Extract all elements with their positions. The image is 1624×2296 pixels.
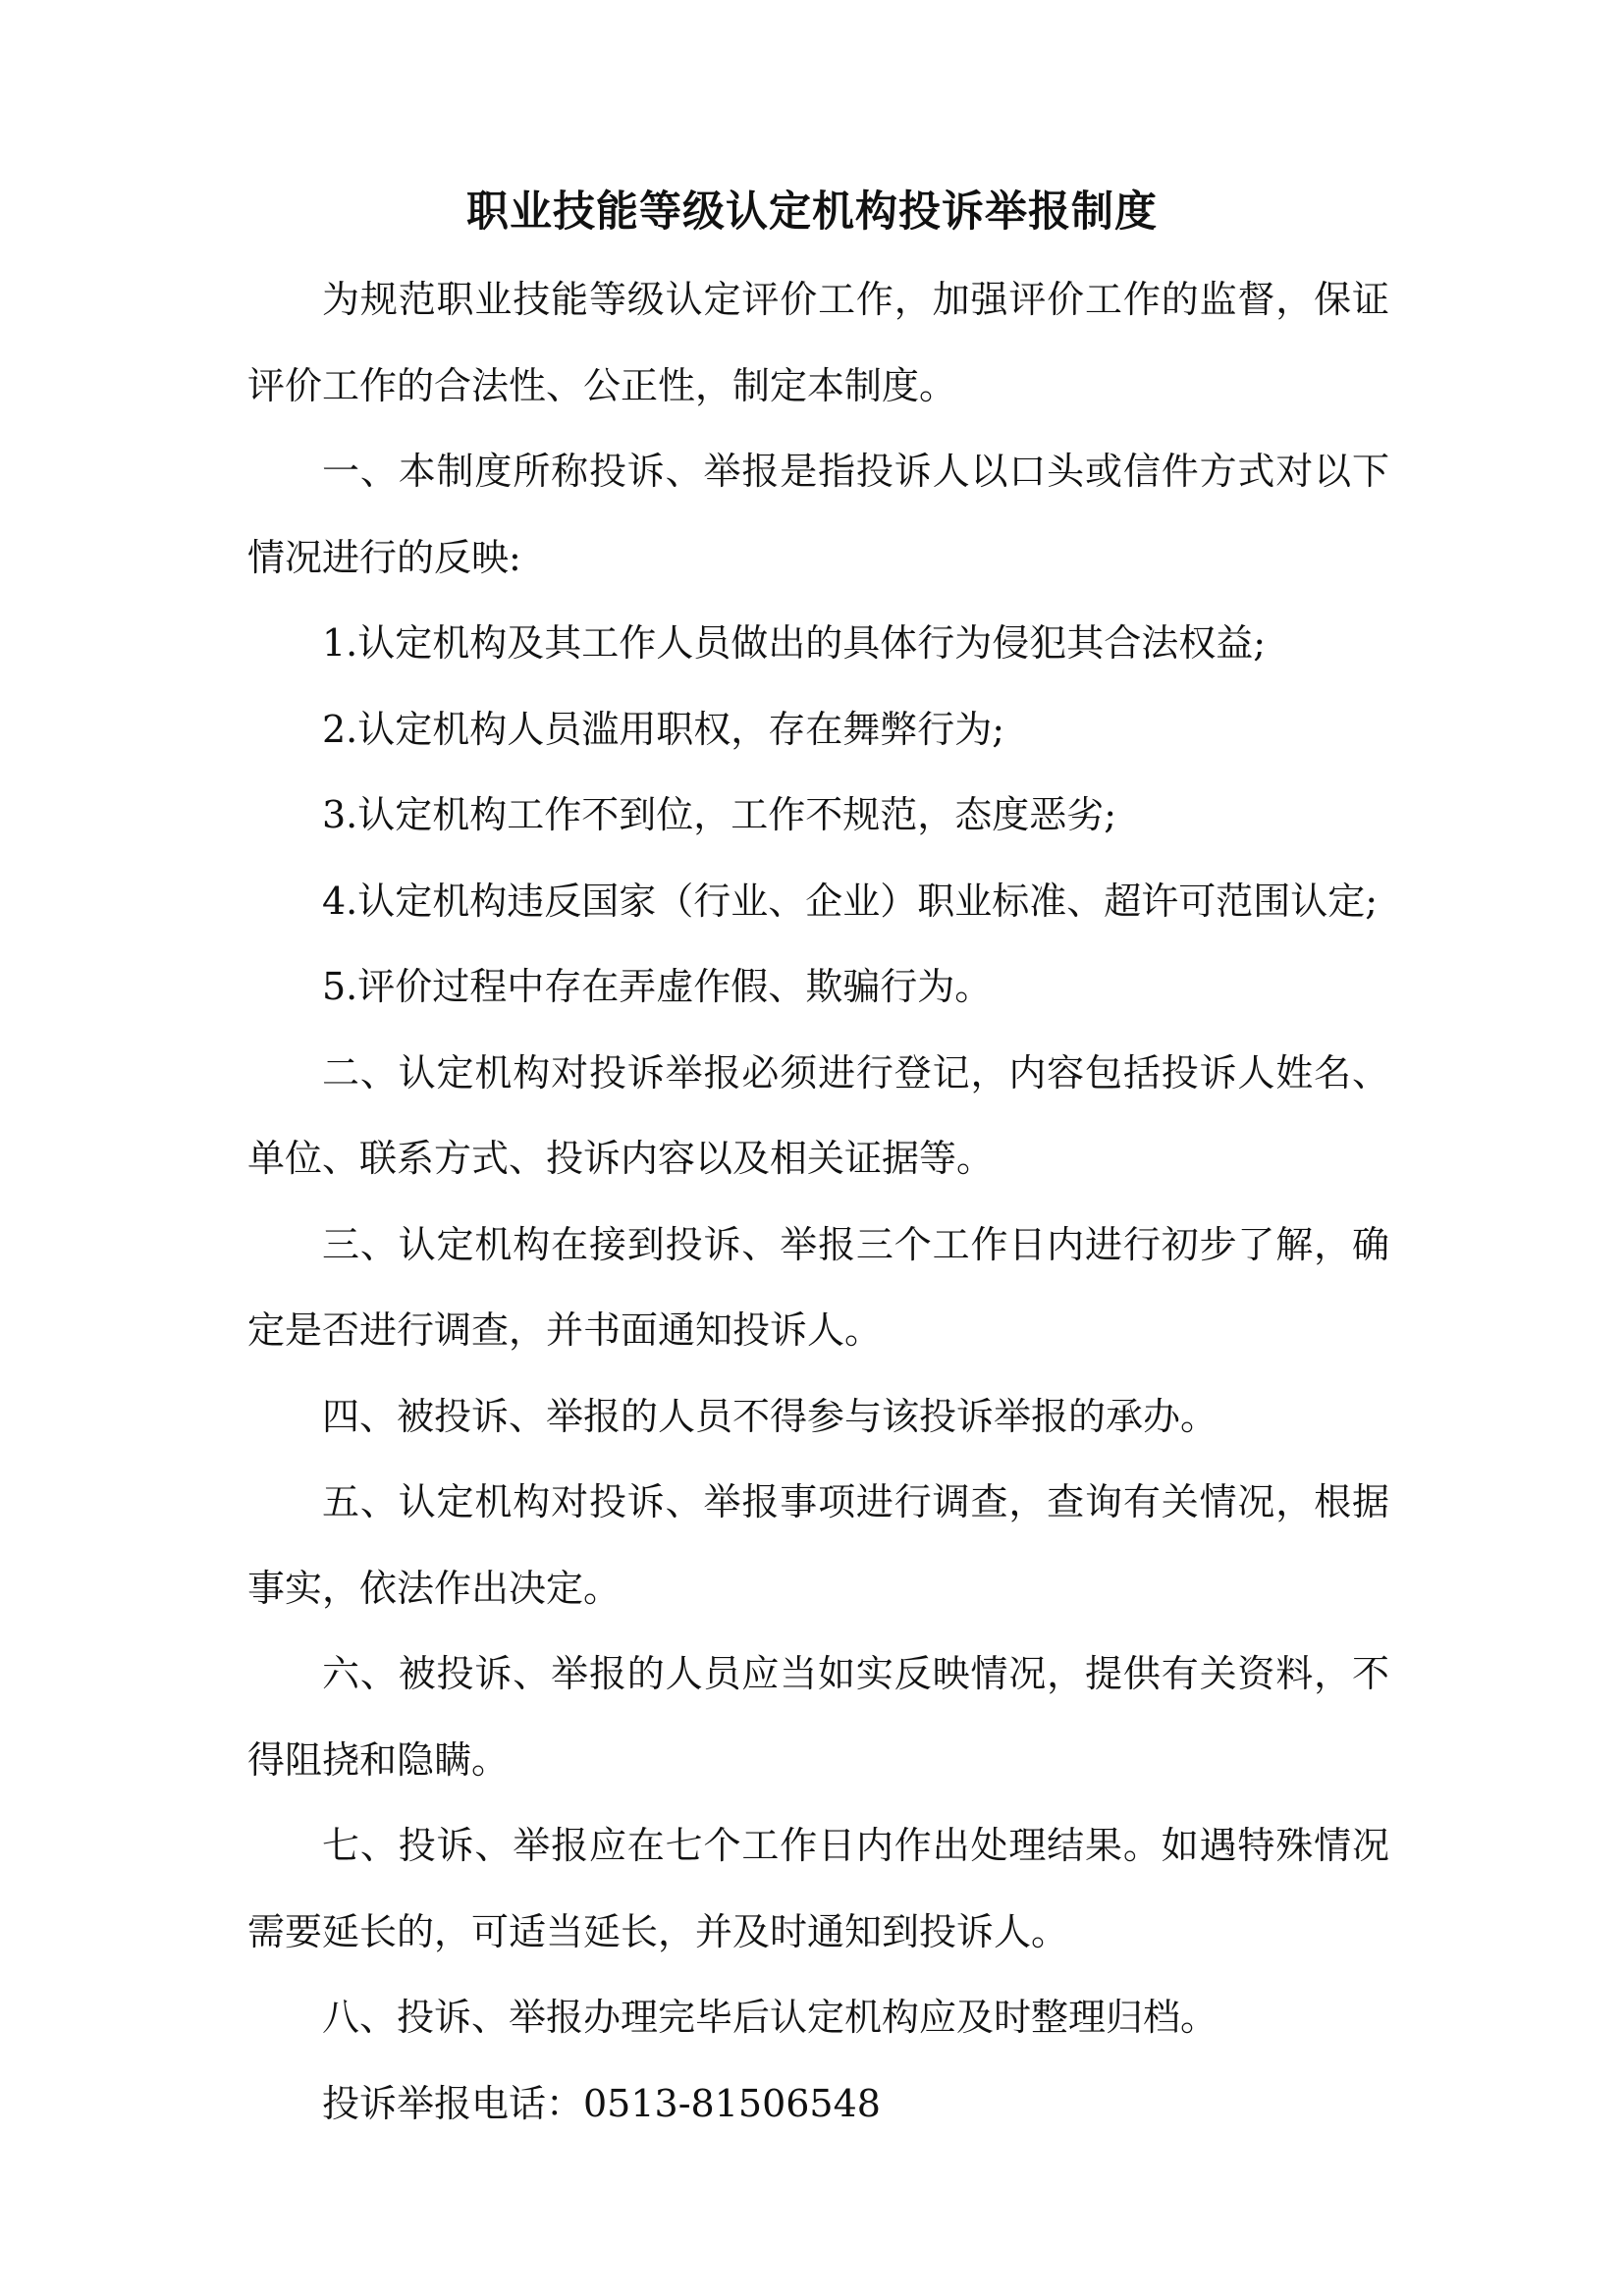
paragraph-section-4: 四、被投诉、举报的人员不得参与该投诉举报的承办。 [322, 1394, 1218, 1438]
paragraph-section-6: 六、被投诉、举报的人员应当如实反映情况，提供有关资料，不得阻挠和隐瞒。 [247, 1652, 1389, 1782]
list-item-1: 1.认定机构及其工作人员做出的具体行为侵犯其合法权益; [322, 621, 1267, 665]
document-body [247, 257, 1389, 2147]
list-item-4: 4.认定机构违反国家（行业、企业）职业标准、超许可范围认定; [322, 879, 1379, 923]
paragraph-section-5: 五、认定机构对投诉、举报事项进行调查，查询有关情况，根据事实，依法作出决定。 [247, 1480, 1389, 1610]
hotline-text: 投诉举报电话：0513-81506548 [322, 2081, 881, 2125]
list-item-5: 5.评价过程中存在弄虚作假、欺骗行为。 [322, 965, 993, 1008]
paragraph-intro: 为规范职业技能等级认定评价工作，加强评价工作的监督，保证评价工作的合法性、公正性，制定本制度。 [247, 278, 1389, 407]
paragraph-section-2: 二、认定机构对投诉举报必须进行登记，内容包括投诉人姓名、单位、联系方式、投诉内容以及相关证据等。 [247, 1050, 1389, 1180]
paragraph-section-7: 七、投诉、举报应在七个工作日内作出处理结果。如遇特殊情况需要延长的，可适当延长，并及时通知到投诉人。 [247, 1824, 1389, 1953]
document-title: 职业技能等级认定机构投诉举报制度 [466, 187, 1158, 237]
list-item-2: 2.认定机构人员滥用职权，存在舞弊行为; [322, 707, 1005, 751]
list-item-3: 3.认定机构工作不到位，工作不规范，态度恶劣; [322, 793, 1117, 836]
paragraph-section-3: 三、认定机构在接到投诉、举报三个工作日内进行初步了解，确定是否进行调查，并书面通知投诉人。 [247, 1222, 1389, 1352]
paragraph-section-1: 一、本制度所称投诉、举报是指投诉人以口头或信件方式对以下情况进行的反映: [247, 450, 1389, 579]
paragraph-section-8: 八、投诉、举报办理完毕后认定机构应及时整理归档。 [322, 1996, 1218, 2039]
